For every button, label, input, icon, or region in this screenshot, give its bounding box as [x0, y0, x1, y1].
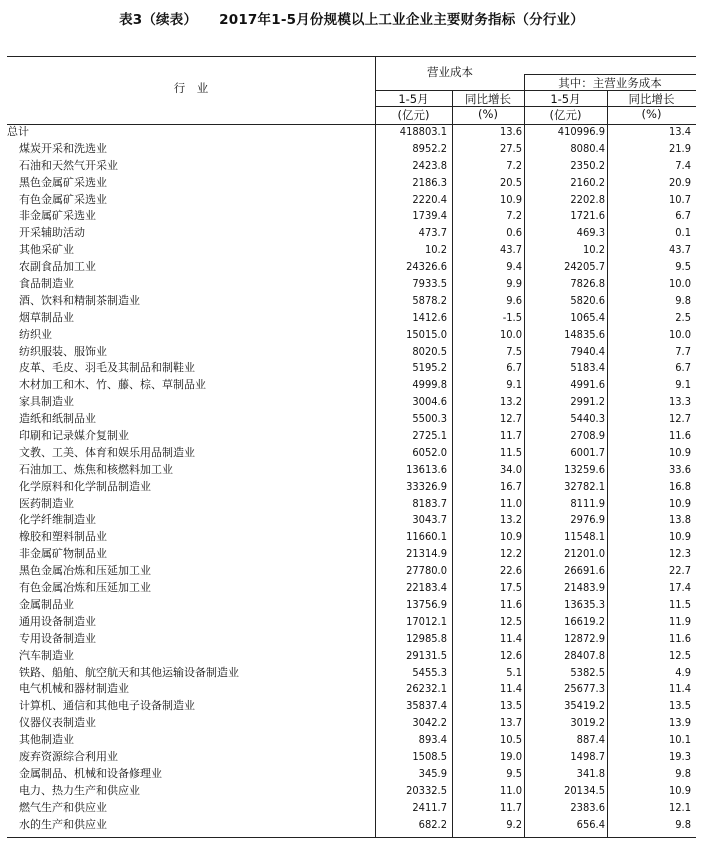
main-business-cost-value: 7826.8 — [570, 277, 605, 291]
operating-cost-yoy: 7.2 — [506, 158, 522, 172]
operating-cost-value: 2220.4 — [412, 192, 447, 206]
table-row — [7, 462, 696, 479]
operating-cost-yoy: 27.5 — [499, 141, 522, 155]
table-row — [7, 749, 696, 766]
main-business-cost-yoy: 13.8 — [668, 513, 691, 527]
operating-cost-yoy: 13.2 — [499, 513, 522, 527]
operating-cost-yoy: 12.5 — [499, 614, 522, 628]
main-business-cost-value: 21483.9 — [564, 581, 605, 595]
operating-cost-yoy: 10.0 — [499, 327, 522, 341]
industry-name: 石油加工、炼焦和核燃料加工业 — [19, 462, 173, 476]
table-row — [7, 445, 696, 462]
industry-name: 烟草制品业 — [19, 310, 74, 324]
main-business-cost-yoy: 13.5 — [668, 699, 691, 713]
main-business-cost-yoy: 10.9 — [668, 496, 691, 510]
operating-cost-value: 418803.1 — [399, 125, 447, 138]
table-row — [7, 293, 696, 310]
main-business-cost-yoy: 16.8 — [668, 479, 691, 493]
operating-cost-value: 13613.6 — [406, 462, 447, 476]
main-business-cost-yoy: 6.7 — [675, 209, 691, 223]
industry-name: 有色金属冶炼和压延加工业 — [19, 581, 151, 595]
industry-name: 纺织业 — [19, 327, 52, 341]
main-business-cost-value: 5440.3 — [570, 412, 605, 426]
operating-cost-value: 4999.8 — [412, 378, 447, 392]
industry-name: 黑色金属冶炼和压延加工业 — [19, 564, 151, 578]
operating-cost-yoy: 20.5 — [499, 175, 522, 189]
main-business-cost-yoy: 20.9 — [668, 175, 691, 189]
operating-cost-value: 15015.0 — [406, 327, 447, 341]
industry-name: 总计 — [7, 125, 29, 138]
industry-name: 金属制品、机械和设备修理业 — [19, 766, 162, 780]
table-row — [7, 529, 696, 546]
industry-name: 有色金属矿采选业 — [19, 192, 107, 206]
industry-name: 电力、热力生产和供应业 — [19, 783, 140, 797]
industry-name: 其他制造业 — [19, 733, 74, 747]
operating-cost-value: 5500.3 — [412, 412, 447, 426]
operating-cost-value: 1412.6 — [412, 310, 447, 324]
operating-cost-value: 11660.1 — [406, 530, 447, 544]
main-business-cost-yoy: 7.7 — [675, 344, 691, 358]
operating-cost-value: 33326.9 — [406, 479, 447, 493]
main-business-cost-value: 410996.9 — [557, 125, 605, 138]
main-business-cost-value: 2383.6 — [570, 800, 605, 814]
main-business-cost-yoy: 22.7 — [668, 564, 691, 578]
operating-cost-yoy: 11.0 — [499, 496, 522, 510]
table-bottom-rule — [7, 837, 696, 838]
main-business-cost-value: 887.4 — [576, 733, 605, 747]
header-yoy-1: 同比增长 — [465, 92, 511, 106]
operating-cost-value: 2186.3 — [412, 175, 447, 189]
industry-name: 石油和天然气开采业 — [19, 158, 118, 172]
main-business-cost-yoy: 33.6 — [668, 462, 691, 476]
main-business-cost-value: 5382.5 — [570, 665, 605, 679]
main-business-cost-value: 24205.7 — [564, 260, 605, 274]
header-unit-pct-2: (%) — [641, 107, 662, 121]
operating-cost-yoy: -1.5 — [502, 310, 522, 324]
operating-cost-value: 24326.6 — [406, 260, 447, 274]
header-unit-pct-1: (%) — [478, 107, 498, 121]
main-business-cost-value: 2708.9 — [570, 429, 605, 443]
operating-cost-value: 345.9 — [418, 766, 447, 780]
operating-cost-value: 3042.2 — [412, 716, 447, 730]
main-business-cost-yoy: 0.1 — [675, 226, 691, 240]
operating-cost-yoy: 6.7 — [506, 361, 522, 375]
main-business-cost-value: 1498.7 — [570, 749, 605, 763]
table-row — [7, 411, 696, 428]
main-business-cost-value: 35419.2 — [564, 699, 605, 713]
table-row — [7, 580, 696, 597]
operating-cost-value: 2423.8 — [412, 158, 447, 172]
operating-cost-value: 2411.7 — [412, 800, 447, 814]
operating-cost-value: 3043.7 — [412, 513, 447, 527]
operating-cost-yoy: 11.4 — [499, 682, 522, 696]
operating-cost-value: 10.2 — [424, 243, 447, 257]
operating-cost-yoy: 11.6 — [499, 597, 522, 611]
main-business-cost-yoy: 13.3 — [668, 395, 691, 409]
industry-name: 废弃资源综合利用业 — [19, 749, 118, 763]
main-business-cost-value: 8111.9 — [570, 496, 605, 510]
main-business-cost-yoy: 10.7 — [668, 192, 691, 206]
operating-cost-value: 21314.9 — [406, 547, 447, 561]
industry-name: 铁路、船舶、航空航天和其他运输设备制造业 — [19, 665, 239, 679]
main-business-cost-yoy: 6.7 — [675, 361, 691, 375]
operating-cost-value: 26232.1 — [406, 682, 447, 696]
operating-cost-yoy: 9.6 — [506, 293, 522, 307]
main-business-cost-value: 4991.6 — [570, 378, 605, 392]
table-row — [7, 327, 696, 344]
table-row — [7, 563, 696, 580]
operating-cost-value: 17012.1 — [406, 614, 447, 628]
industry-name: 通用设备制造业 — [19, 614, 96, 628]
operating-cost-yoy: 9.1 — [506, 378, 522, 392]
operating-cost-value: 5195.2 — [412, 361, 447, 375]
operating-cost-yoy: 10.9 — [499, 530, 522, 544]
operating-cost-value: 893.4 — [418, 733, 447, 747]
main-business-cost-yoy: 19.3 — [668, 749, 691, 763]
table-row — [7, 124, 696, 141]
table-row — [7, 158, 696, 175]
main-business-cost-yoy: 9.8 — [675, 293, 691, 307]
table-row — [7, 732, 696, 749]
table-title — [0, 8, 703, 28]
industry-name: 非金属矿采选业 — [19, 209, 96, 223]
main-business-cost-value: 5183.4 — [570, 361, 605, 375]
industry-name: 纺织服装、服饰业 — [19, 344, 107, 358]
industry-name: 酒、饮料和精制茶制造业 — [19, 293, 140, 307]
main-business-cost-yoy: 9.1 — [675, 378, 691, 392]
industry-name: 电气机械和器材制造业 — [19, 682, 129, 696]
main-business-cost-yoy: 21.9 — [668, 141, 691, 155]
table-row — [7, 512, 696, 529]
table-row — [7, 698, 696, 715]
main-business-cost-yoy: 11.9 — [668, 614, 691, 628]
operating-cost-value: 8183.7 — [412, 496, 447, 510]
operating-cost-yoy: 0.6 — [506, 226, 522, 240]
main-business-cost-value: 13259.6 — [564, 462, 605, 476]
table-row — [7, 377, 696, 394]
table-row — [7, 496, 696, 513]
operating-cost-value: 5455.3 — [412, 665, 447, 679]
table-row — [7, 344, 696, 361]
main-business-cost-value: 2991.2 — [570, 395, 605, 409]
main-business-cost-yoy: 17.4 — [668, 581, 691, 595]
main-business-cost-value: 20134.5 — [564, 783, 605, 797]
main-business-cost-value: 25677.3 — [564, 682, 605, 696]
operating-cost-yoy: 13.6 — [499, 125, 522, 138]
main-business-cost-yoy: 10.9 — [668, 783, 691, 797]
table-row — [7, 631, 696, 648]
operating-cost-value: 1508.5 — [412, 749, 447, 763]
operating-cost-yoy: 9.4 — [506, 260, 522, 274]
operating-cost-value: 3004.6 — [412, 395, 447, 409]
industry-name: 医药制造业 — [19, 496, 74, 510]
header-unit-amount-2: (亿元) — [549, 108, 582, 122]
operating-cost-yoy: 9.5 — [506, 766, 522, 780]
operating-cost-value: 35837.4 — [406, 699, 447, 713]
industry-name: 专用设备制造业 — [19, 631, 96, 645]
operating-cost-yoy: 10.9 — [499, 192, 522, 206]
main-business-cost-value: 13635.3 — [564, 597, 605, 611]
operating-cost-yoy: 5.1 — [506, 665, 522, 679]
table-row — [7, 276, 696, 293]
main-business-cost-yoy: 9.5 — [675, 260, 691, 274]
operating-cost-value: 6052.0 — [412, 445, 447, 459]
table-top-rule — [7, 56, 696, 57]
main-business-cost-yoy: 2.5 — [675, 310, 691, 324]
operating-cost-value: 473.7 — [418, 226, 447, 240]
main-business-cost-value: 14835.6 — [564, 327, 605, 341]
main-business-cost-value: 16619.2 — [564, 614, 605, 628]
table-row — [7, 479, 696, 496]
operating-cost-yoy: 12.7 — [499, 412, 522, 426]
table-row — [7, 208, 696, 225]
industry-name: 文教、工美、体育和娱乐用品制造业 — [19, 445, 195, 459]
main-business-cost-yoy: 10.9 — [668, 445, 691, 459]
table-row — [7, 360, 696, 377]
operating-cost-yoy: 43.7 — [499, 243, 522, 257]
operating-cost-value: 682.2 — [418, 817, 447, 831]
operating-cost-yoy: 9.2 — [506, 817, 522, 831]
industry-name: 金属制品业 — [19, 597, 74, 611]
industry-name: 非金属矿物制品业 — [19, 547, 107, 561]
industry-name: 煤炭开采和洗选业 — [19, 141, 107, 155]
industry-name: 木材加工和木、竹、藤、棕、草制品业 — [19, 378, 206, 392]
main-business-cost-value: 10.2 — [582, 243, 605, 257]
table-row — [7, 766, 696, 783]
operating-cost-value: 7933.5 — [412, 277, 447, 291]
header-period-1: 1-5月 — [398, 92, 429, 106]
main-business-cost-value: 2160.2 — [570, 175, 605, 189]
operating-cost-yoy: 11.7 — [499, 800, 522, 814]
operating-cost-value: 2725.1 — [412, 429, 447, 443]
operating-cost-yoy: 11.5 — [499, 445, 522, 459]
main-business-cost-yoy: 43.7 — [668, 243, 691, 257]
table-row — [7, 800, 696, 817]
operating-cost-value: 22183.4 — [406, 581, 447, 595]
main-business-cost-value: 469.3 — [576, 226, 605, 240]
main-business-cost-value: 1721.6 — [570, 209, 605, 223]
table-row — [7, 715, 696, 732]
main-business-cost-yoy: 11.6 — [668, 429, 691, 443]
operating-cost-yoy: 13.7 — [499, 716, 522, 730]
main-business-cost-value: 341.8 — [576, 766, 605, 780]
main-business-cost-yoy: 13.4 — [668, 125, 691, 138]
operating-cost-yoy: 13.2 — [499, 395, 522, 409]
main-business-cost-value: 21201.0 — [564, 547, 605, 561]
table-row — [7, 783, 696, 800]
main-business-cost-yoy: 4.9 — [675, 665, 691, 679]
industry-name: 印刷和记录媒介复制业 — [19, 429, 129, 443]
main-business-cost-value: 32782.1 — [564, 479, 605, 493]
operating-cost-yoy: 12.2 — [499, 547, 522, 561]
industry-name: 计算机、通信和其他电子设备制造业 — [19, 699, 195, 713]
table-title-text: 2017年1-5月份规模以上工业企业主要财务指标（分行业） — [219, 12, 584, 28]
header-yoy-2: 同比增长 — [628, 92, 675, 106]
operating-cost-yoy: 7.2 — [506, 209, 522, 223]
main-business-cost-value: 8080.4 — [570, 141, 605, 155]
operating-cost-value: 8020.5 — [412, 344, 447, 358]
operating-cost-value: 27780.0 — [406, 564, 447, 578]
header-operating-cost: 营业成本 — [427, 65, 473, 79]
main-business-cost-value: 6001.7 — [570, 445, 605, 459]
table-number: 表3（续表） — [119, 12, 198, 28]
main-business-cost-value: 26691.6 — [564, 564, 605, 578]
operating-cost-yoy: 19.0 — [499, 749, 522, 763]
table-row — [7, 141, 696, 158]
industry-name: 其他采矿业 — [19, 243, 74, 257]
main-business-cost-yoy: 12.7 — [668, 412, 691, 426]
main-business-cost-yoy: 7.4 — [675, 158, 691, 172]
main-business-cost-yoy: 9.8 — [675, 817, 691, 831]
operating-cost-yoy: 34.0 — [499, 462, 522, 476]
main-business-cost-value: 2350.2 — [570, 158, 605, 172]
operating-cost-yoy: 7.5 — [506, 344, 522, 358]
operating-cost-yoy: 11.0 — [499, 783, 522, 797]
table-row — [7, 597, 696, 614]
table-row — [7, 242, 696, 259]
operating-cost-yoy: 17.5 — [499, 581, 522, 595]
table-row — [7, 225, 696, 242]
table-row — [7, 665, 696, 682]
main-business-cost-value: 1065.4 — [570, 310, 605, 324]
industry-name: 皮革、毛皮、羽毛及其制品和制鞋业 — [19, 361, 195, 375]
main-business-cost-value: 28407.8 — [564, 648, 605, 662]
industry-name: 燃气生产和供应业 — [19, 800, 107, 814]
industry-name: 化学纤维制造业 — [19, 513, 96, 527]
table-row — [7, 310, 696, 327]
main-business-cost-value: 2976.9 — [570, 513, 605, 527]
main-business-cost-value: 5820.6 — [570, 293, 605, 307]
operating-cost-value: 5878.2 — [412, 293, 447, 307]
main-business-cost-yoy: 11.4 — [668, 682, 691, 696]
main-business-cost-yoy: 10.0 — [668, 277, 691, 291]
operating-cost-yoy: 12.6 — [499, 648, 522, 662]
industry-name: 水的生产和供应业 — [19, 817, 107, 831]
main-business-cost-yoy: 10.9 — [668, 530, 691, 544]
operating-cost-yoy: 9.9 — [506, 277, 522, 291]
operating-cost-value: 29131.5 — [406, 648, 447, 662]
operating-cost-value: 8952.2 — [412, 141, 447, 155]
industry-name: 汽车制造业 — [19, 648, 74, 662]
operating-cost-yoy: 22.6 — [499, 564, 522, 578]
table-row — [7, 259, 696, 276]
industry-name: 橡胶和塑料制品业 — [19, 530, 107, 544]
industry-name: 仪器仪表制造业 — [19, 716, 96, 730]
main-business-cost-yoy: 9.8 — [675, 766, 691, 780]
main-business-cost-yoy: 12.1 — [668, 800, 691, 814]
main-business-cost-yoy: 12.5 — [668, 648, 691, 662]
industry-name: 化学原料和化学制品制造业 — [19, 479, 151, 493]
industry-name: 家具制造业 — [19, 395, 74, 409]
operating-cost-yoy: 10.5 — [499, 733, 522, 747]
table-row — [7, 614, 696, 631]
main-business-cost-yoy: 11.6 — [668, 631, 691, 645]
industry-name: 农副食品加工业 — [19, 260, 96, 274]
industry-name: 开采辅助活动 — [19, 226, 85, 240]
header-industry: 行 业 — [173, 81, 209, 95]
operating-cost-value: 12985.8 — [406, 631, 447, 645]
main-business-cost-yoy: 10.0 — [668, 327, 691, 341]
main-business-cost-yoy: 12.3 — [668, 547, 691, 561]
table-row — [7, 175, 696, 192]
operating-cost-value: 1739.4 — [412, 209, 447, 223]
header-period-2: 1-5月 — [550, 92, 581, 106]
operating-cost-yoy: 11.7 — [499, 429, 522, 443]
header-main-business-cost: 其中：主营业务成本 — [558, 76, 662, 90]
industry-name: 食品制造业 — [19, 277, 74, 291]
table-row — [7, 648, 696, 665]
main-business-cost-value: 12872.9 — [564, 631, 605, 645]
table-row — [7, 428, 696, 445]
main-business-cost-value: 3019.2 — [570, 716, 605, 730]
operating-cost-yoy: 13.5 — [499, 699, 522, 713]
table-row — [7, 681, 696, 698]
table-row — [7, 394, 696, 411]
main-business-cost-value: 2202.8 — [570, 192, 605, 206]
main-business-cost-value: 656.4 — [576, 817, 605, 831]
operating-cost-value: 13756.9 — [406, 597, 447, 611]
industry-name: 黑色金属矿采选业 — [19, 175, 107, 189]
table-row — [7, 192, 696, 209]
main-business-cost-value: 11548.1 — [564, 530, 605, 544]
operating-cost-value: 20332.5 — [406, 783, 447, 797]
table-row — [7, 546, 696, 563]
operating-cost-yoy: 16.7 — [499, 479, 522, 493]
industry-name: 造纸和纸制品业 — [19, 412, 96, 426]
header-unit-amount-1: (亿元) — [397, 108, 430, 122]
operating-cost-yoy: 11.4 — [499, 631, 522, 645]
main-business-cost-yoy: 10.1 — [668, 733, 691, 747]
main-business-cost-value: 7940.4 — [570, 344, 605, 358]
main-business-cost-yoy: 13.9 — [668, 716, 691, 730]
table-body — [7, 124, 696, 833]
table-row — [7, 817, 696, 834]
main-business-cost-yoy: 11.5 — [668, 597, 691, 611]
